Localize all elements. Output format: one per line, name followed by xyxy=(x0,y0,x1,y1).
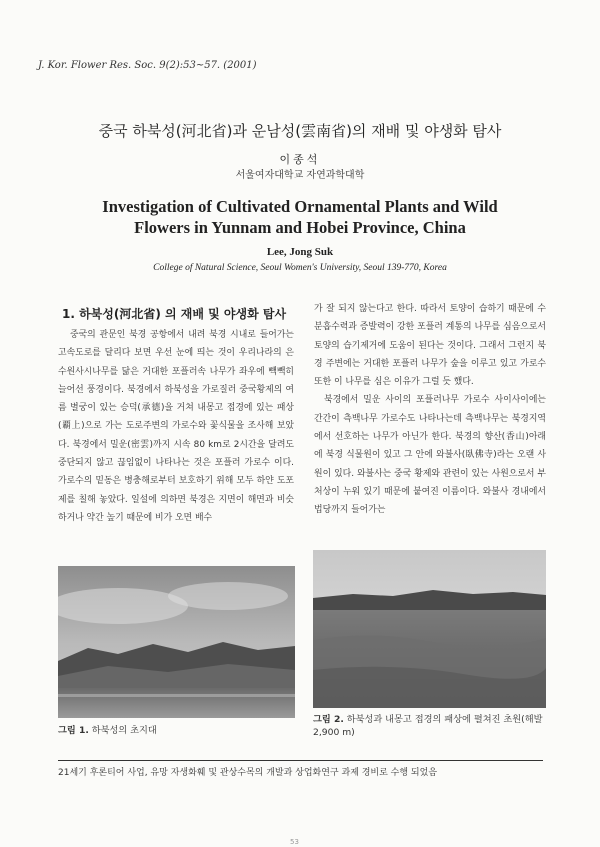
left-column-text: 중국의 관문인 북경 공항에서 내려 북경 시내로 들어가는 고속도로를 달리다 보면 우선 눈에 띄는 것이 우리나라의 은수원사시나무를 닮은 거대한 포플러속 나무가 좌우에 빽빽히 늘어선 풍경이다. 북경에서 하북성을 가로질러 중국황제의 여름 별궁이 있는 승덕(承德)을 거쳐 내몽고 접경에 있는 패상(覇上)으로 가는 도로주변의 가로수와 꽃식물을 조사해 보았다. 북경에서 밀운(密雲)까지 시속 80 km로 2시간을 달려도 중단되지 않고 끊임없이 나타나는 것은 포플러 가로수 이다. 가로수의 밑동은 병충해로부터 보호하기 위해 모두 하얀 도포제를 칠해 놓았다. 일설에 의하면 북경은 지면이 해면과 비슷하거나 약간 높기 때문에 비가 오면 배수 xyxy=(58,330,294,523)
right-column-paragraph-1: 가 잘 되지 않는다고 한다. 따라서 토양이 습하기 때문에 수분흡수력과 증발력이 강한 포플러 계통의 나무를 심음으로서 토양의 습기제거에 도움이 된다는 것이다. 그래서 그런지 북경 주변에는 거대한 포플러 나무가 숲을 이루고 있고 가로수 또한 이 나무를 심은 이유가 그럴 듯 했다. xyxy=(314,304,546,388)
english-affiliation: College of Natural Science, Seoul Women's University, Seoul 139-770, Korea xyxy=(153,263,447,273)
section-heading: 1. 하북성(河北省) 의 재배 및 야생화 탐사 xyxy=(62,307,287,321)
figure-2-caption-text: 하북성과 내몽고 접경의 패상에 펼쳐진 초원(해발 2,900 m) xyxy=(313,714,543,738)
page-number: 53 xyxy=(290,838,299,846)
figure-2-photo xyxy=(313,550,546,708)
korean-author: 이종석 xyxy=(279,153,321,166)
figure-1-caption-text: 하북성의 초지대 xyxy=(91,725,157,736)
figure-1-caption xyxy=(58,724,157,737)
english-title-line-1: Investigation of Cultivated Ornamental Plants and Wild xyxy=(102,197,498,216)
footnote: 21세기 후론티어 사업, 유망 자생화훼 및 관상수목의 개발과 상업화연구 과제 경비로 수행 되었음 xyxy=(58,768,438,778)
english-author: Lee, Jong Suk xyxy=(266,246,334,258)
english-title xyxy=(60,196,540,238)
korean-title: 중국 하북성(河北省)과 운남성(雲南省)의 재배 및 야생화 탐사 xyxy=(98,122,502,140)
figure-2-caption xyxy=(313,713,548,739)
figure-2-label: 그림 2. xyxy=(313,714,344,725)
english-title-line-2: Flowers in Yunnam and Hobei Province, China xyxy=(134,218,466,237)
right-column-paragraph-2: 북경에서 밀운 사이의 포플러나무 가로수 사이사이에는 간간이 측백나무 가로수도 나타나는데 측백나무는 북경지역에서 선호하는 나무가 아닌가 한다. 북경의 향산(香山)아래에 북경 식물원이 있고 그 안에 와불사(臥佛寺)라는 오랜 사원이 있다. 와불사는 중국 황제와 관련이 있는 사원으로서 부처상이 누워 있기 때문에 붙여진 이름이다. 와불사 경내에서 법당까지 들어가는 xyxy=(314,395,546,516)
journal-reference: J. Kor. Flower Res. Soc. 9(2):53~57. (2001) xyxy=(38,60,257,71)
korean-affiliation: 서울여자대학교 자연과학대학 xyxy=(235,170,365,181)
footnote-divider xyxy=(58,760,543,761)
figure-1-label: 그림 1. xyxy=(58,725,89,736)
right-column-text xyxy=(314,300,546,520)
figure-1-photo xyxy=(58,566,295,718)
